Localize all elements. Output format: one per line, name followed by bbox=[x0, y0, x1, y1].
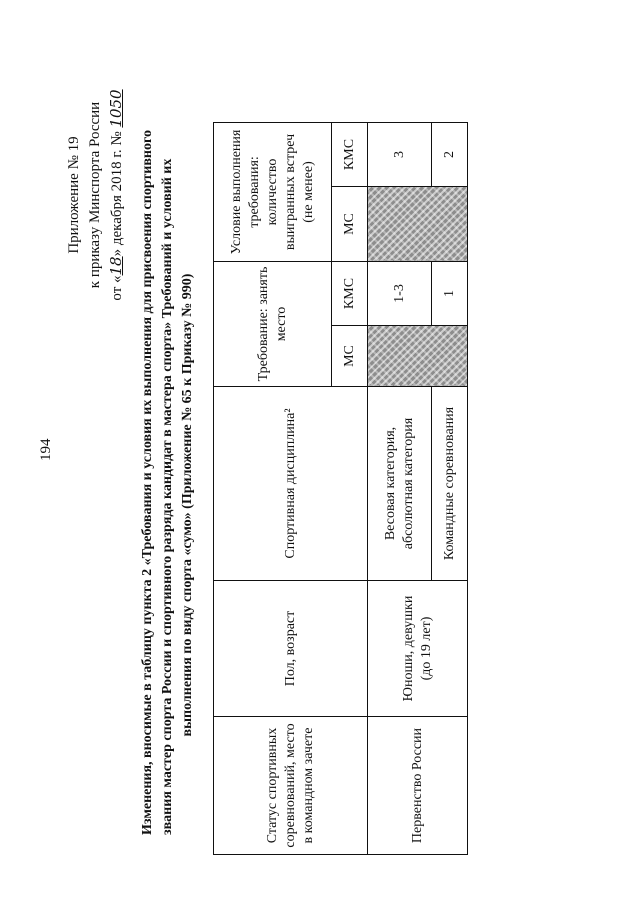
table-header-row bbox=[214, 123, 332, 855]
title-line-2: звания мастер спорта России и спортивного разряда кандидат в мастера спорта» Требований и условий их bbox=[160, 158, 175, 835]
header-gender-age: Пол, возраст bbox=[214, 581, 368, 717]
document-title bbox=[138, 129, 198, 835]
subheader-wins-kms: КМС bbox=[332, 123, 368, 187]
cell-gender-age: Юноши, девушки (до 19 лет) bbox=[368, 581, 468, 717]
header-discipline: Спортивная дисциплина² bbox=[214, 387, 368, 581]
header-place-requirement: Требование: занять место bbox=[214, 262, 332, 387]
appendix-header bbox=[64, 45, 128, 345]
subheader-place-ms: МС bbox=[332, 326, 368, 387]
requirements-table bbox=[213, 122, 468, 855]
cell-discipline: Командные соревнования bbox=[432, 387, 468, 581]
cell-place-kms: 1 bbox=[432, 262, 468, 326]
cell-place-ms-shaded bbox=[368, 326, 468, 387]
cell-wins-ms-shaded bbox=[368, 187, 468, 262]
header-wins-requirement: Условие выполнения требования: количество выигранных встреч (не менее) bbox=[214, 123, 332, 262]
order-date-prefix: от « bbox=[109, 275, 125, 301]
appendix-line-2: к приказу Минспорта России bbox=[87, 101, 103, 289]
page-number: 194 bbox=[38, 438, 54, 461]
order-date-middle: » декабря 2018 г. № bbox=[109, 131, 125, 257]
cell-status: Первенство России bbox=[368, 717, 468, 855]
cell-place-kms: 1-3 bbox=[368, 262, 432, 326]
appendix-line-3 bbox=[106, 45, 128, 345]
title-line-1: Изменения, вносимые в таблицу пункта 2 «Требования и условия их выполнения для присвоения спортивного bbox=[140, 129, 155, 835]
header-status: Статус спортивных соревнований, место в командном зачете bbox=[214, 717, 368, 855]
subheader-wins-ms: МС bbox=[332, 187, 368, 262]
order-number-handwritten: 1050 bbox=[107, 89, 125, 128]
appendix-line-1: Приложение № 19 bbox=[66, 136, 82, 254]
subheader-place-kms: КМС bbox=[332, 262, 368, 326]
title-line-3: выполнения по виду спорта «сумо» (Приложение № 65 к Приказу № 990) bbox=[180, 273, 195, 737]
cell-discipline: Весовая категория, абсолютная категория bbox=[368, 387, 432, 581]
cell-wins-kms: 2 bbox=[432, 123, 468, 187]
order-day-handwritten: 18 bbox=[107, 256, 125, 276]
table-row bbox=[368, 123, 432, 855]
cell-wins-kms: 3 bbox=[368, 123, 432, 187]
